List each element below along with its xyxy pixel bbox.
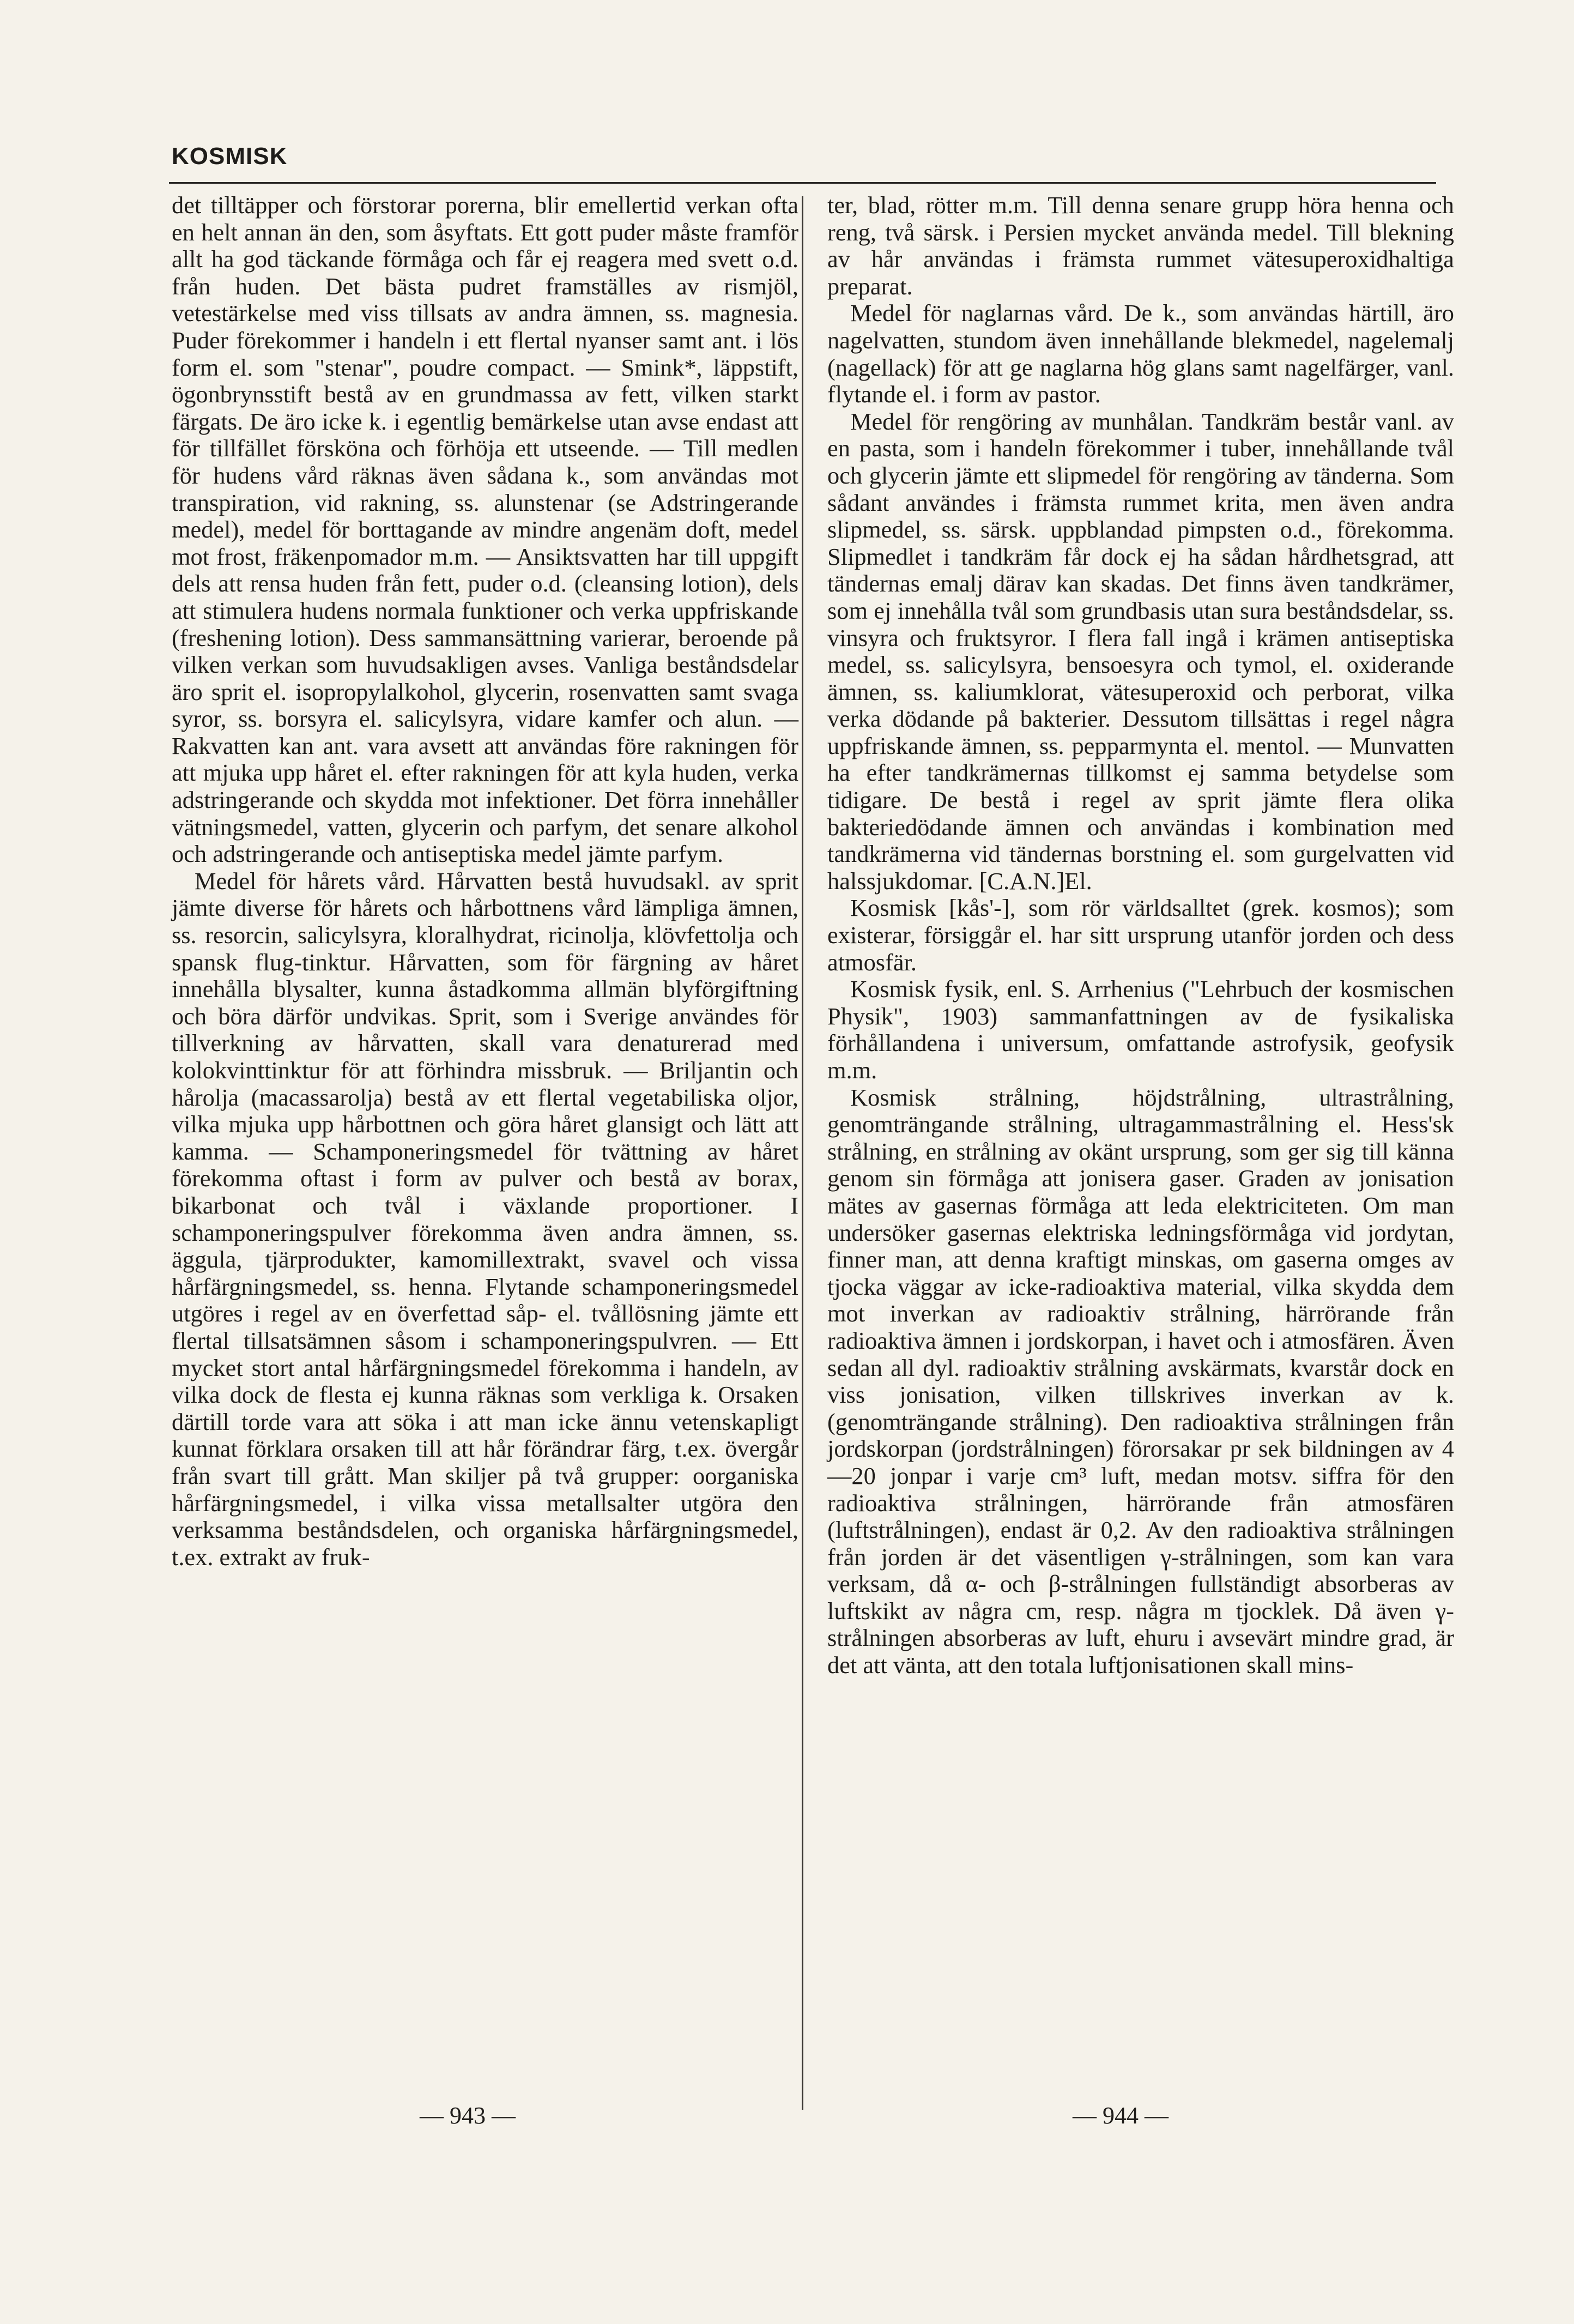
column-divider (802, 196, 803, 2110)
left-column (172, 192, 798, 1571)
running-head: KOSMISK (172, 143, 288, 170)
entry-kosmisk: Kosmisk [kås'-], som rör världsalltet (grek. kosmos); som existerar, försiggår el. har sitt ursprung utanför jorden och dess atmosfär. (827, 894, 1454, 976)
page-number-right: — 944 — (1073, 2102, 1169, 2129)
header-rule (169, 182, 1436, 184)
paragraph: det tilltäpper och förstorar porerna, blir emellertid verkan ofta en helt annan än den, som åsyftats. Ett gott puder måste framför allt ha god täckande förmåga och får ej reagera med svett o.d. från huden. Det bästa pudret framställes av rismjöl, vetestärkelse med viss tillsats av andra ämnen, ss. magnesia. Puder förekommer i handeln i ett flertal nyanser samt ant. i lös form el. som "stenar", poudre compact. — Smink*, läppstift, ögonbrynsstift bestå av en grundmassa av fett, vilken starkt färgats. De äro icke k. i egentlig bemärkelse utan avse endast att för tillfället försköna och förhöja ett utseende. — Till medlen för hudens vård räknas även sådana k., som användas mot transpiration, vid rakning, ss. alunstenar (se Adstringerande medel), medel för borttagande av mindre angenäm doft, medel mot frost, fräkenpomador m.m. — Ansiktsvatten har till uppgift dels att rensa huden från fett, puder o.d. (cleansing lotion), dels att stimulera hudens normala funktioner och verka uppfriskande (freshening lotion). Dess sammansättning varierar, beroende på vilken verkan som huvudsakligen avses. Vanliga beståndsdelar äro sprit el. isopropylalkohol, glycerin, rosenvatten samt svaga syror, ss. borsyra el. salicylsyra, vidare kamfer och alun. — Rakvatten kan ant. vara avsett att användas före rakningen för att mjuka upp håret el. efter rakningen för att kyla huden, verka adstringerande och skydda mot infektioner. Det förra innehåller vätningsmedel, vatten, glycerin och parfym, det senare alkohol och adstringerande och antiseptiska medel jämte parfym. (172, 191, 798, 868)
page-number-left: — 943 — (420, 2102, 516, 2129)
paragraph: Medel för naglarnas vård. De k., som användas härtill, äro nagelvatten, stundom även innehållande blekmedel, nagelemalj (nagellack) för att ge naglarna hög glans samt nagelfärger, vanl. flytande el. i form av pastor. (827, 299, 1454, 408)
entry-kosmisk-stralning: Kosmisk strålning, höjdstrålning, ultrastrålning, genomträngande strålning, ultragammastrålning el. Hess'sk strålning, en strålning av okänt ursprung, som ger sig till känna genom sin förmåga att jonisera gaser. Graden av jonisation mätes av gasernas förmåga att leda elektriciteten. Om man undersöker gasernas elektriska ledningsförmåga vid jordytan, finner man, att denna kraftigt minskas, om gaserna omges av tjocka väggar av icke-radioaktiva material, vilka skydda dem mot inverkan av radioaktiv strålning, härrörande från radioaktiva ämnen i jordskorpan, i havet och i atmosfären. Även sedan all dyl. radioaktiv strålning avskärmats, kvarstår dock en viss jonisation, vilken tillskrives inverkan av k. (genomträngande strålning). Den radioaktiva strålningen från jordskorpan (jordstrålningen) förorsakar pr sek bildningen av 4—20 jonpar i varje cm³ luft, medan motsv. siffra för den radioaktiva strålningen, härrörande från atmosfären (luftstrålningen), endast är 0,2. Av den radioaktiva strålningen från jorden är det väsentligen γ-strålningen, som kan vara verksam, då α- och β-strålningen fullständigt absorberas av luftskikt av några cm, resp. några m tjocklek. Då även γ-strålningen absorberas av luft, ehuru i avsevärt mindre grad, är det att vänta, att den totala luftjonisationen skall mins- (827, 1083, 1454, 1679)
entry-kosmisk-fysik: Kosmisk fysik, enl. S. Arrhenius ("Lehrbuch der kosmischen Physik", 1903) sammanfattningen av de fysikaliska förhållandena i universum, omfattande astrofysik, geofysik m.m. (827, 975, 1454, 1084)
paragraph: Medel för hårets vård. Hårvatten bestå huvudsakl. av sprit jämte diverse för hårets och hårbottnens vård lämpliga ämnen, ss. resorcin, salicylsyra, kloralhydrat, ricinolja, klövfettolja och spansk flug-tinktur. Hårvatten, som för färgning av håret innehålla blysalter, kunna åstadkomma allmän blyförgiftning och böra därför undvikas. Sprit, som i Sverige användes för tillverkning av hårvatten, skall vara denaturerad med kolokvinttinktur för att förhindra missbruk. — Briljantin och hårolja (macassarolja) bestå av ett flertal vegetabiliska oljor, vilka mjuka upp hårbottnen och göra håret glansigt och lätt att kamma. — Schamponeringsmedel för tvättning av håret förekomma oftast i form av pulver och bestå av borax, bikarbonat och tvål i växlande proportioner. I schamponeringspulver förekomma även andra ämnen, ss. äggula, tjärprodukter, kamomillextrakt, svavel och vissa hårfärgningsmedel, ss. henna. Flytande schamponeringsmedel utgöres i regel av en överfettad såp- el. tvållösning jämte ett flertal tillsatsämnen såsom i schamponeringspulvren. — Ett mycket stort antal hårfärgningsmedel förekomma i handeln, av vilka dock de flesta ej kunna räknas som verkliga k. Orsaken därtill torde vara att söka i att man icke ännu vetenskapligt kunnat förklara orsaken till att hår förändrar färg, t.ex. övergår från svart till grått. Man skiljer på två grupper: oorganiska hårfärgningsmedel, i vilka vissa metallsalter utgöra den verksamma beståndsdelen, och organiska hårfärgningsmedel, t.ex. extrakt av fruk- (172, 867, 798, 1571)
right-column (827, 192, 1454, 1679)
paragraph: Medel för rengöring av munhålan. Tandkräm består vanl. av en pasta, som i handeln förekommer i tuber, innehållande tvål och glycerin jämte ett slipmedel för rengöring av tänderna. Som sådant användes i främsta rummet krita, men även andra slipmedel, ss. särsk. uppblandad pimpsten o.d., förekomma. Slipmedlet i tandkräm får dock ej ha sådan hårdhetsgrad, att tändernas emalj därav kan skadas. Det finns även tandkrämer, som ej innehålla tvål som grundbasis utan sura beståndsdelar, ss. vinsyra och fruktsyror. I flera fall ingå i krämen antiseptiska medel, ss. salicylsyra, bensoesyra och tymol, el. oxiderande ämnen, ss. kaliumklorat, vätesuperoxid och perborat, vilka verka dödande på bakterier. Dessutom tillsättas i regel några uppfriskande ämnen, ss. pepparmynta el. mentol. — Munvatten ha efter tandkrämernas tillkomst ej samma betydelse som tidigare. De bestå i regel av sprit jämte flera olika bakteriedödande ämnen och användas i kombination med tandkrämerna vid tändernas borstning el. som gurgelvatten vid halssjukdomar. [C.A.N.]El. (827, 407, 1454, 895)
paragraph: ter, blad, rötter m.m. Till denna senare grupp höra henna och reng, två särsk. i Persien mycket använda medel. Till blekning av hår användas i främsta rummet vätesuperoxidhaltiga preparat. (827, 191, 1454, 300)
